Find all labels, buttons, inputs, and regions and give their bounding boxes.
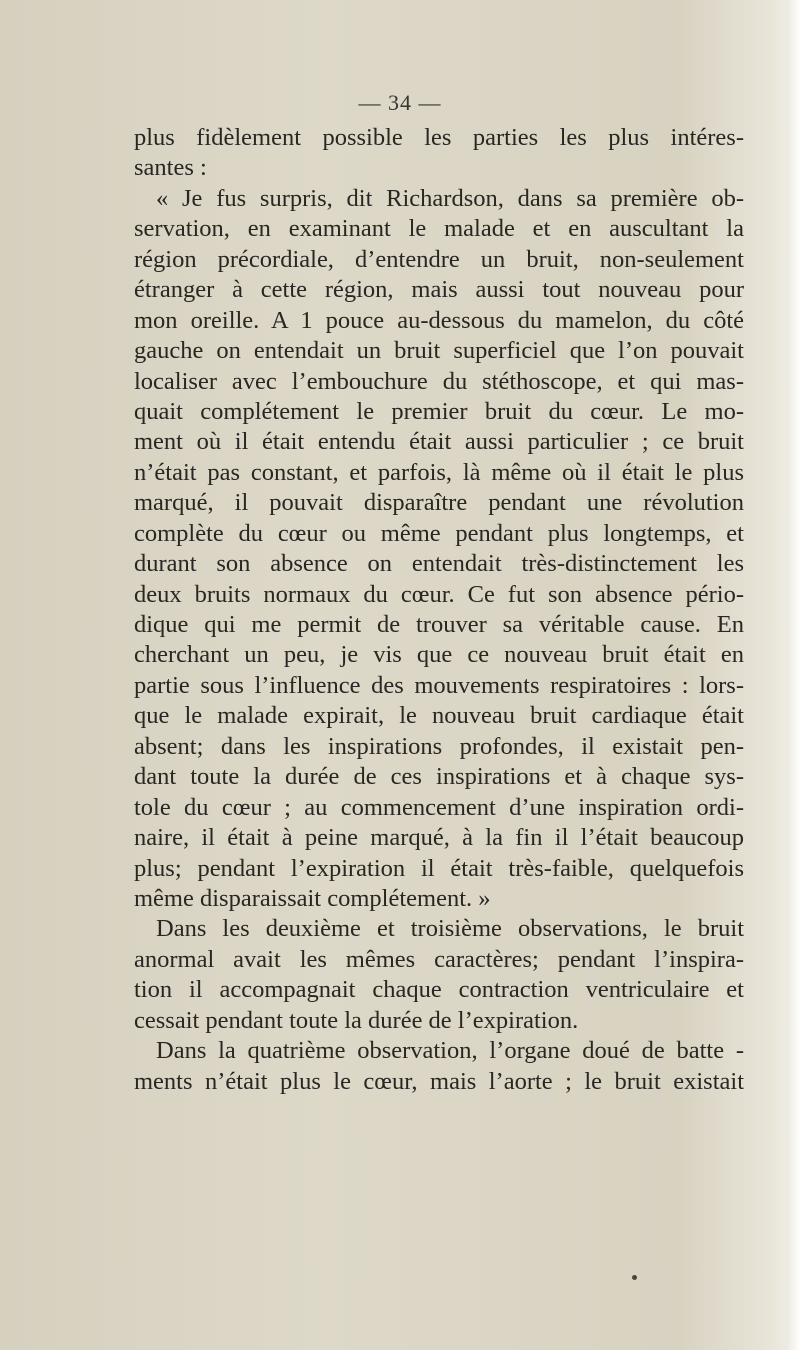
text-line: Dans les deuxième et troisième observations, le bruit — [156, 915, 744, 943]
text-line: que le malade expirait, le nouveau bruit cardiaque était — [134, 702, 744, 730]
text-line: ment où il était entendu était aussi particulier ; ce bruit — [134, 428, 744, 456]
text-line: santes : — [134, 154, 207, 182]
text-line: région précordiale, d’entendre un bruit, non-seulement — [134, 245, 744, 273]
text-line: ments n’était plus le cœur, mais l’aorte ; le bruit existait — [134, 1067, 744, 1095]
text-line: même disparaissait complétement. » — [134, 884, 491, 912]
text-line: naire, il était à peine marqué, à la fin il l’était beaucoup — [134, 824, 744, 852]
text-line: deux bruits normaux du cœur. Ce fut son absence pério- — [134, 580, 744, 608]
text-line: cessait pendant toute la durée de l’expiration. — [134, 1006, 579, 1034]
text-line: partie sous l’influence des mouvements respiratoires : lors- — [134, 671, 744, 699]
text-line: « Je fus surpris, dit Richardson, dans sa première ob- — [156, 184, 744, 212]
text-line: servation, en examinant le malade et en auscultant la — [134, 215, 744, 243]
text-line: cherchant un peu, je vis que ce nouveau bruit était en — [134, 641, 744, 669]
text-line: plus fidèlement possible les parties les plus intéres- — [134, 124, 744, 151]
page-edge — [786, 0, 800, 1350]
text-line: mon oreille. A 1 pouce au-dessous du mamelon, du côté — [134, 306, 744, 334]
text-line: durant son absence on entendait très-distinctement les — [134, 550, 744, 578]
text-line: étranger à cette région, mais aussi tout nouveau pour — [134, 276, 744, 304]
text-line: complète du cœur ou même pendant plus longtemps, et — [134, 519, 744, 547]
text-line: tion il accompagnait chaque contraction ventriculaire et — [134, 976, 744, 1004]
text-line: dique qui me permit de trouver sa véritable cause. En — [134, 611, 744, 638]
text-line: marqué, il pouvait disparaître pendant une révolution — [134, 489, 744, 517]
text-line: quait complétement le premier bruit du cœur. Le mo- — [134, 397, 744, 425]
text-line: plus; pendant l’expiration il était très-faible, quelquefois — [134, 854, 744, 882]
text-line: Dans la quatrième observation, l’organe doué de batte - — [156, 1037, 744, 1065]
text-line: n’était pas constant, et parfois, là même où il était le plus — [134, 458, 744, 486]
text-line: anormal avait les mêmes caractères; pendant l’inspira- — [134, 945, 744, 973]
text-line: tole du cœur ; au commencement d’une inspiration ordi- — [134, 793, 744, 821]
text-line: absent; dans les inspirations profondes, il existait pen- — [134, 732, 744, 760]
page-number: — 34 — — [358, 90, 442, 115]
body-text — [134, 123, 744, 1097]
ink-speck — [632, 1275, 637, 1280]
text-line: dant toute la durée de ces inspirations et à chaque sys- — [134, 763, 744, 791]
text-line: gauche on entendait un bruit superficiel que l’on pouvait — [134, 337, 744, 365]
text-line: localiser avec l’embouchure du stéthoscope, et qui mas- — [134, 367, 744, 395]
